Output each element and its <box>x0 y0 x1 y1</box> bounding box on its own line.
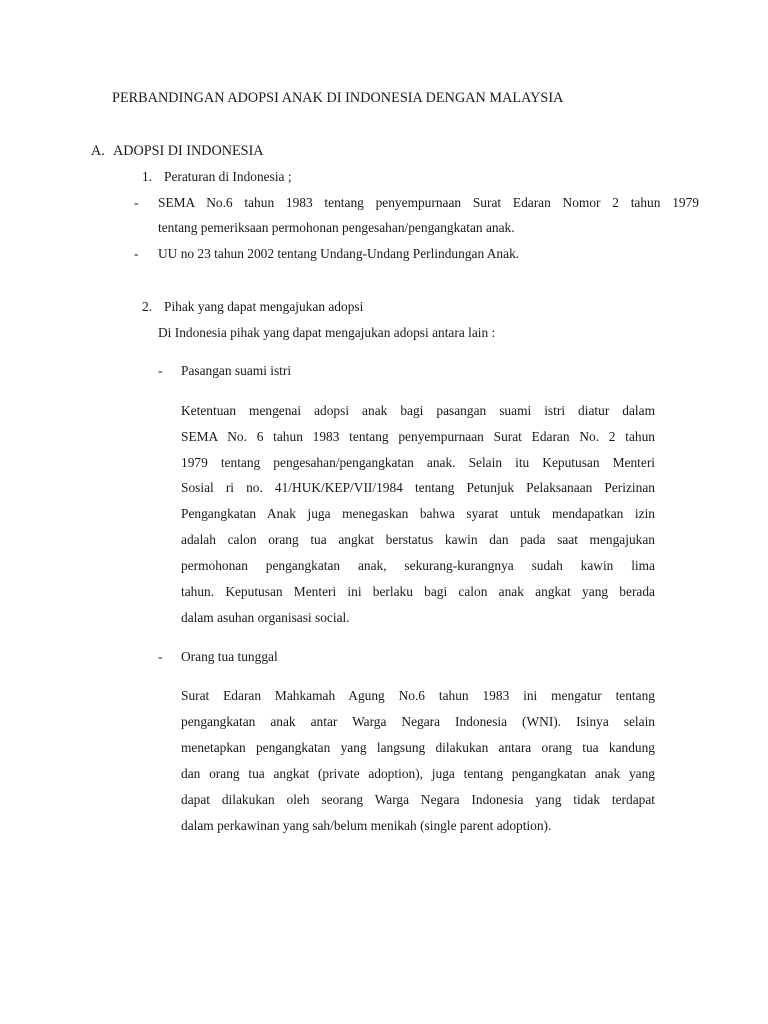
bullet-dash: - <box>134 246 139 261</box>
para-2-line-6: dalam perkawinan yang sah/belum menikah (single parent adoption). <box>181 818 552 833</box>
para-1-line-8: tahun. Keputusan Menteri ini berlaku bagi calon anak angkat yang berada <box>181 584 655 599</box>
para-1-line-6: adalah calon orang tua angkat berstatus kawin dan pada saat mengajukan <box>181 532 655 547</box>
para-2-line-2: pengangkatan anak antar Warga Negara Indonesia (WNI). Isinya selain <box>181 714 655 729</box>
sub-2-dash: - <box>158 649 163 664</box>
section-a-title: ADOPSI DI INDONESIA <box>113 143 264 159</box>
para-1-line-5: Pengangkatan Anak juga menegaskan bahwa syarat untuk mendapatkan izin <box>181 506 655 521</box>
para-1-line-3: 1979 tentang pengesahan/pengangkatan anak. Selain itu Keputusan Menteri <box>181 455 655 470</box>
sub-1-label: Pasangan suami istri <box>181 363 292 378</box>
para-2-line-1: Surat Edaran Mahkamah Agung No.6 tahun 1983 ini mengatur tentang <box>181 688 655 703</box>
para-1-line-2: SEMA No. 6 tahun 1983 tentang penyempurnaan Surat Edaran No. 2 tahun <box>181 429 655 444</box>
para-1-line-4: Sosial ri no. 41/HUK/KEP/VII/1984 tentang Petunjuk Pelaksanaan Perizinan <box>181 480 655 495</box>
item-1-number: 1. <box>142 169 153 184</box>
section-a-letter: A. <box>91 143 105 159</box>
item-2-number: 2. <box>142 299 153 314</box>
sub-1-dash: - <box>158 363 163 378</box>
document-title: PERBANDINGAN ADOPSI ANAK DI INDONESIA DENGAN MALAYSIA <box>112 90 564 106</box>
para-2-line-3: menetapkan pengangkatan yang langsung dilakukan antara orang tua kandung <box>181 740 655 755</box>
item-2-intro: Di Indonesia pihak yang dapat mengajukan adopsi antara lain : <box>158 325 496 340</box>
para-2-line-4: dan orang tua angkat (private adoption), juga tentang pengangkatan anak yang <box>181 766 655 781</box>
section-a-heading <box>91 143 264 160</box>
para-1-line-7: permohonan pengangkatan anak, sekurang-kurangnya sudah kawin lima <box>181 558 655 573</box>
bullet-dash: - <box>134 195 139 210</box>
bullet-1-line-1: SEMA No.6 tahun 1983 tentang penyempurnaan Surat Edaran Nomor 2 tahun 1979 <box>158 195 699 210</box>
item-2-label: Pihak yang dapat mengajukan adopsi <box>164 299 364 314</box>
sub-2-label: Orang tua tunggal <box>181 649 278 664</box>
bullet-1-line-2: tentang pemeriksaan permohonan pengesahan/pengangkatan anak. <box>158 220 515 235</box>
bullet-2-line-1: UU no 23 tahun 2002 tentang Undang-Undang Perlindungan Anak. <box>158 246 520 261</box>
para-1-line-1: Ketentuan mengenai adopsi anak bagi pasangan suami istri diatur dalam <box>181 403 655 418</box>
para-1-line-9: dalam asuhan organisasi social. <box>181 610 350 625</box>
item-1-label: Peraturan di Indonesia ; <box>164 169 292 184</box>
para-2-line-5: dapat dilakukan oleh seorang Warga Negara Indonesia yang tidak terdapat <box>181 792 655 807</box>
